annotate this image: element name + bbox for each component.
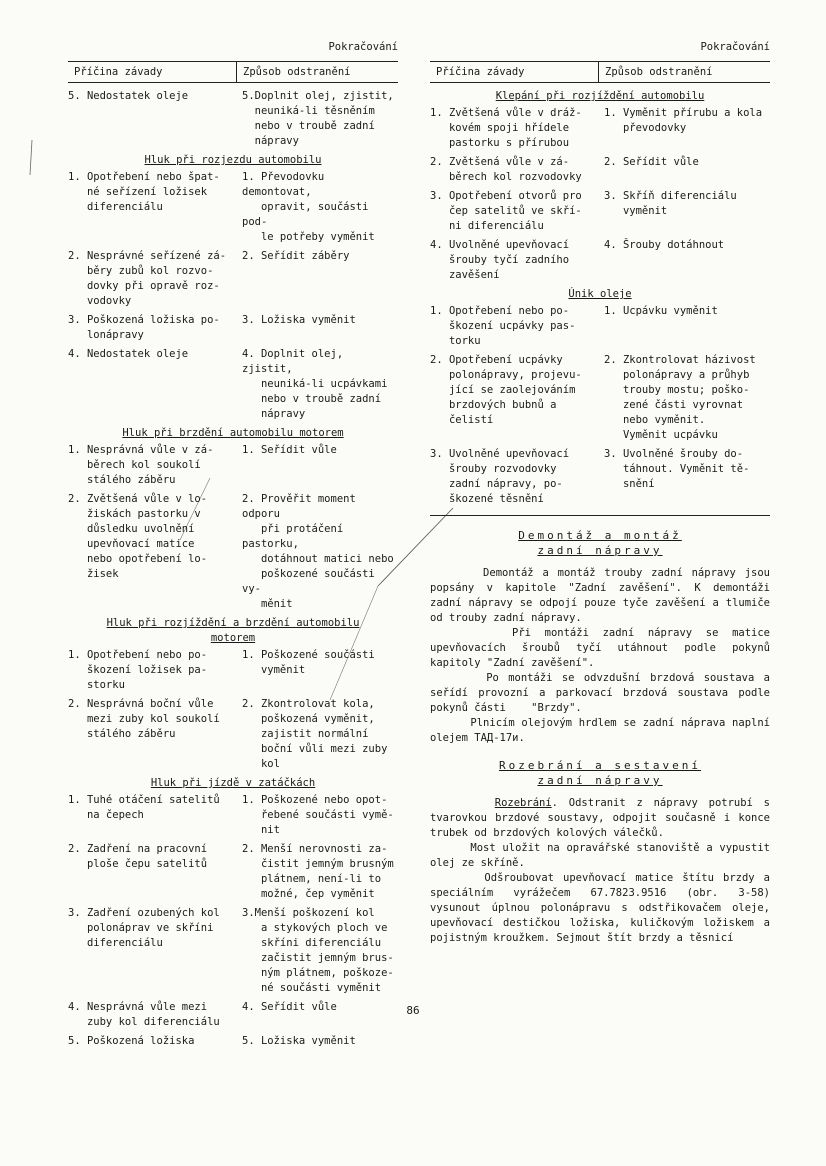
cause-cell: 1. Opotřebení nebo po- škození ucpávky pas- torku	[430, 305, 576, 347]
section-title-disassembly: Demontáž a montáž zadní nápravy	[518, 529, 682, 557]
remedy-cell: 4. Doplnit olej, zjistit, neuniká-li ucpávkami nebo v troubě zadní nápravy	[242, 348, 388, 420]
remedy-cell: 1. Seřídit vůle	[242, 444, 337, 456]
table-row	[68, 313, 398, 343]
table-row	[430, 106, 770, 151]
cause-cell: 2. Nesprávné seřízené zá- běry zubů kol rozvo- dovky při opravě roz- vodovky	[68, 250, 227, 307]
remedy-cell: 2. Menší nerovnosti za- čistit jemným brusným plátnem, není-li to možné, čep vyměnit	[242, 843, 394, 900]
cause-cell: 1. Zvětšená vůle v dráž- kovém spoji hřídele pastorku s přírubou	[430, 107, 582, 149]
remedy-cell: 3. Skříň diferenciálu vyměnit	[604, 190, 737, 217]
table-header	[430, 61, 770, 83]
paragraph: Most uložit na opravářské stanoviště a vypustit olej ze skříně.	[430, 842, 777, 869]
section-title: Klepání při rozjíždění automobilu	[495, 90, 705, 102]
table-row	[68, 347, 398, 422]
cause-cell: 2. Zvětšená vůle v zá- běrech kol rozvodovky	[430, 156, 582, 183]
header-remedy: Způsob odstranění	[243, 65, 351, 78]
remedy-cell: 3. Ložiska vyměnit	[242, 314, 356, 326]
remedy-cell: 1. Vyměnit přírubu a kola převodovky	[604, 107, 763, 134]
remedy-cell: 2. Seřídit záběry	[242, 250, 350, 262]
cause-cell: 3. Uvolněné upevňovací šrouby rozvodovky zadní nápravy, po- škozené těsnění	[430, 448, 570, 505]
cause-cell: 5. Nedostatek oleje	[68, 90, 189, 102]
teardown-lead: Rozebrání	[494, 797, 552, 809]
remedy-cell: 2. Prověřit moment odporu při protáčení pastorku, dotáhnout matici nebo poškozené součásti vy- měnit	[242, 493, 394, 610]
section-title: Hluk při brzdění automobilu motorem	[122, 427, 344, 439]
header-remedy: Způsob odstranění	[605, 65, 713, 78]
table-row	[430, 155, 770, 185]
remedy-cell: 1. Ucpávku vyměnit	[604, 305, 718, 317]
section-title-teardown: Rozebrání a sestavení zadní nápravy	[498, 759, 702, 787]
paragraph	[430, 796, 777, 841]
right-column	[430, 40, 777, 946]
remedy-cell: 1. Poškozené součásti vyměnit	[242, 649, 375, 676]
cause-cell: 3. Opotřebení otvorů pro čep satelitů ve skří- ni diferenciálu	[430, 190, 582, 232]
cause-cell: 1. Nesprávná vůle v zá- běrech kol soukolí stálého záběru	[68, 444, 214, 486]
header-cause: Příčina závady	[430, 62, 599, 82]
table-row	[430, 304, 770, 349]
table-row	[68, 648, 398, 693]
paragraph: Plnicím olejovým hrdlem se zadní náprava naplní olejem TAД-17и.	[430, 717, 777, 744]
table-header	[68, 61, 398, 83]
table-row	[68, 906, 398, 996]
paragraph: Při montáži zadní nápravy se matice upevňovacích šroubů tyčí utáhnout podle pokynů kapitoly "Zadní zavěšení".	[430, 627, 777, 669]
cause-cell: 2. Zadření na pracovní ploše čepu satelitů	[68, 843, 208, 870]
cause-cell: 3. Zadření ozubených kol polonáprav ve skříni diferenciálu	[68, 907, 220, 949]
cause-cell: 5. Poškozená ložiska	[68, 1035, 195, 1047]
paragraph: Po montáži se odvzdušní brzdová soustava a seřídí provozní a parkovací brzdová soustava podle pokynů části "Brzdy".	[430, 672, 777, 714]
section-title: Hluk při jízdě v zatáčkách	[150, 777, 316, 789]
table-row	[430, 353, 770, 443]
table-row	[430, 238, 770, 283]
table-row	[68, 1034, 398, 1049]
section-title: Únik oleje	[568, 288, 632, 300]
cause-cell: 4. Nedostatek oleje	[68, 348, 189, 360]
cause-cell: 1. Opotřebení nebo po- škození ložisek pa- storku	[68, 649, 208, 691]
table-row	[430, 189, 770, 234]
table-row	[68, 89, 398, 149]
table-row	[68, 249, 398, 309]
section-title: Hluk při rozjíždění a brzdění automobilu motorem	[106, 617, 360, 644]
right-sections	[430, 89, 770, 507]
remedy-cell: 1. Převodovku demontovat, opravit, součásti pod- le potřeby vyměnit	[242, 171, 375, 243]
table-row	[68, 793, 398, 838]
table-row	[430, 447, 770, 507]
table-row	[68, 697, 398, 772]
header-cause: Příčina závady	[68, 62, 237, 82]
remedy-cell: 4. Seřídit vůle	[242, 1001, 337, 1013]
remedy-cell: 2. Zkontrolovat kola, poškozená vyměnit, zajistit normální boční vůli mezi zuby kol	[242, 698, 388, 770]
table-row	[68, 842, 398, 902]
cause-cell: 4. Uvolněné upevňovací šrouby tyčí zadního zavěšení	[430, 239, 570, 281]
cause-cell: 1. Tuhé otáčení satelitů na čepech	[68, 794, 220, 821]
page-number: 86	[406, 1004, 420, 1017]
pen-stroke	[30, 140, 32, 175]
paragraph: Demontáž a montáž trouby zadní nápravy jsou popsány v kapitole "Zadní zavěšení". K demontáži zadní nápravy se odpojí pouze tyče zavěšení a tlumiče od trouby zadní nápravy.	[430, 567, 777, 624]
left-sections	[68, 153, 398, 1049]
continuation-label: Pokračování	[328, 41, 398, 53]
paragraph: Odšroubovat upevňovací matice štítu brzdy a speciálním vyrážečem 67.7823.9516 (obr. 3-58) vysunout úplnou polonápravu s odstřikovačem oleje, upevňovací destičkou ložiska, kuličkovým ložiskem a pojistným kroužkem. Sejmout štít brzdy a těsnicí	[430, 872, 777, 944]
remedy-cell: 4. Šrouby dotáhnout	[604, 239, 725, 251]
cause-cell: 2. Opotřebení ucpávky polonápravy, projevu- jící se zaolejováním brzdových bubnů a čelistí	[430, 354, 582, 426]
cause-cell: 4. Nesprávná vůle mezi zuby kol diferenciálu	[68, 1001, 220, 1028]
remedy-cell: 3.Menší poškození kol a stykových ploch ve skříni diferenciálu začistit jemným brus- ným plátnem, poškoze- né součásti vyměnit	[242, 907, 394, 994]
remedy-cell: 2. Seřídit vůle	[604, 156, 699, 168]
section-title: Hluk při rozjezdu automobilu	[144, 154, 322, 166]
remedy-cell: 2. Zkontrolovat házivost polonápravy a průhyb trouby mostu; poško- zené části vyrovnat nebo vyměnit. Vyměnit ucpávku	[604, 354, 756, 441]
cause-cell: 3. Poškozená ložiska po- lonápravy	[68, 314, 220, 341]
left-column	[68, 40, 398, 1053]
table-row	[68, 492, 398, 612]
continuation-label: Pokračování	[700, 41, 770, 53]
table-row	[68, 170, 398, 245]
cause-cell: 2. Nesprávná boční vůle mezi zuby kol soukolí stálého záběru	[68, 698, 220, 740]
cause-cell: 1. Opotřebení nebo špat- né seřízení ložisek diferenciálu	[68, 171, 220, 213]
table-row	[68, 443, 398, 488]
remedy-cell: 3. Uvolněné šrouby do- táhnout. Vyměnit tě- snění	[604, 448, 750, 490]
table-bottom-rule	[430, 515, 770, 516]
remedy-cell: 1. Poškozené nebo opot- řebené součásti vymě- nit	[242, 794, 394, 836]
remedy-cell: 5. Ložiska vyměnit	[242, 1035, 356, 1047]
teardown-text: . Odstranit z nápravy potrubí s tvarovkou brzdové soustavy, odpojit současně i konce trubek od brzdových kolových válečků.	[430, 797, 777, 839]
remedy-cell: 5.Doplnit olej, zjistit, neuniká-li těsněním nebo v troubě zadní nápravy	[242, 90, 394, 147]
cause-cell: 2. Zvětšená vůle v lo- žiskách pastorku v důsledku uvolnění upevňovací matice nebo opotřebení lo- žisek	[68, 493, 208, 580]
